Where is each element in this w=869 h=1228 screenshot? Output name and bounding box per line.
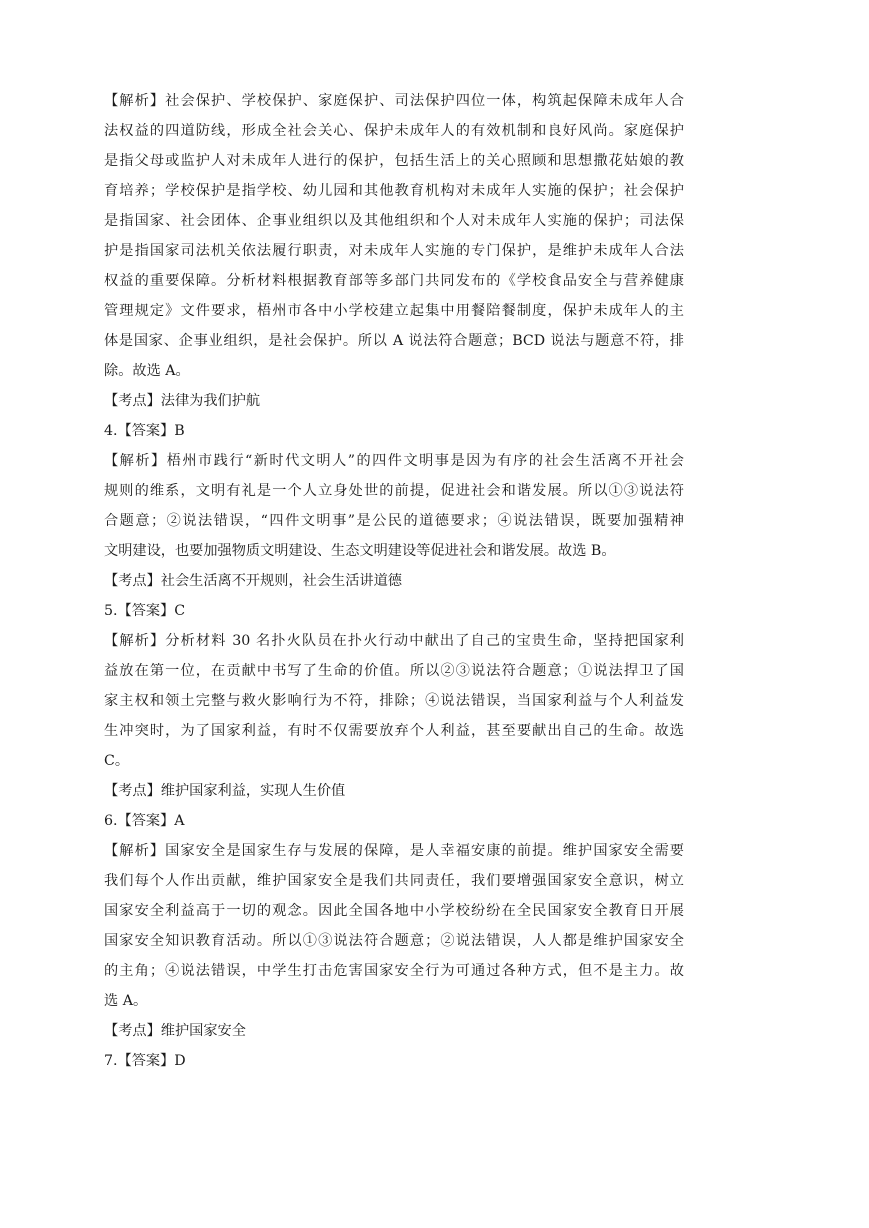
text-line: 【考点】维护国家利益，实现人生价值 <box>104 783 346 799</box>
text-line: 【解析】国家安全是国家生存与发展的保障，是人幸福安康的前提。维护国家安全需要 <box>104 843 684 859</box>
text-line: 权益的重要保障。分析材料根据教育部等多部门共同发布的《学校食品安全与营养健康 <box>104 273 684 289</box>
text-line: 法权益的四道防线，形成全社会关心、保护未成年人的有效机制和良好风尚。家庭保护 <box>104 123 684 139</box>
text-line: 【考点】社会生活离不开规则，社会生活讲道德 <box>104 573 402 589</box>
text-line: 5.【答案】C <box>104 603 186 619</box>
text-line: 生冲突时，为了国家利益，有时不仅需要放弃个人利益，甚至要献出自己的生命。故选 <box>104 723 684 739</box>
text-line: 6.【答案】A <box>104 813 185 829</box>
text-line: 育培养；学校保护是指学校、幼儿园和其他教育机构对未成年人实施的保护；社会保护 <box>104 183 684 199</box>
text-line: 益放在第一位，在贡献中书写了生命的价值。所以②③说法符合题意；①说法捍卫了国 <box>104 663 684 679</box>
text-line: 【考点】维护国家安全 <box>104 1023 246 1039</box>
text-line: 合题意；②说法错误，“四件文明事”是公民的道德要求；④说法错误，既要加强精神 <box>104 513 684 529</box>
text-line: 我们每个人作出贡献，维护国家安全是我们共同责任，我们要增强国家安全意识，树立 <box>104 873 684 889</box>
text-line: 管理规定》文件要求，梧州市各中小学校建立起集中用餐陪餐制度，保护未成年人的主 <box>104 303 684 319</box>
text-line: 【解析】社会保护、学校保护、家庭保护、司法保护四位一体，构筑起保障未成年人合 <box>104 93 684 109</box>
text-line: 4.【答案】B <box>104 423 185 439</box>
document-page <box>104 86 684 1076</box>
text-line: 家主权和领土完整与救火影响行为不符，排除；④说法错误，当国家利益与个人利益发 <box>104 693 684 709</box>
text-line: 除。故选 A。 <box>104 363 190 379</box>
text-line: 国家安全知识教育活动。所以①③说法符合题意；②说法错误，人人都是维护国家安全 <box>104 933 684 949</box>
text-line: 选 A。 <box>104 993 148 1009</box>
text-line: C。 <box>104 753 130 769</box>
text-line: 体是国家、企事业组织，是社会保护。所以 A 说法符合题意；BCD 说法与题意不符，排 <box>104 333 684 349</box>
text-line: 7.【答案】D <box>104 1053 186 1069</box>
text-line: 【解析】分析材料 30 名扑火队员在扑火行动中献出了自己的宝贵生命，坚持把国家利 <box>104 633 684 649</box>
text-line: 护是指国家司法机关依法履行职责，对未成年人实施的专门保护，是维护未成年人合法 <box>104 243 684 259</box>
text-line: 国家安全利益高于一切的观念。因此全国各地中小学校纷纷在全民国家安全教育日开展 <box>104 903 684 919</box>
text-line: 是指父母或监护人对未成年人进行的保护，包括生活上的关心照顾和思想撒花姑娘的教 <box>104 153 684 169</box>
text-line: 是指国家、社会团体、企事业组织以及其他组织和个人对未成年人实施的保护；司法保 <box>104 213 684 229</box>
text-line: 文明建设，也要加强物质文明建设、生态文明建设等促进社会和谐发展。故选 B。 <box>104 543 616 559</box>
text-line: 【考点】法律为我们护航 <box>104 393 261 409</box>
text-line: 规则的维系，文明有礼是一个人立身处世的前提，促进社会和谐发展。所以①③说法符 <box>104 483 684 499</box>
text-line: 【解析】梧州市践行“新时代文明人”的四件文明事是因为有序的社会生活离不开社会 <box>104 453 684 469</box>
text-line: 的主角；④说法错误，中学生打击危害国家安全行为可通过各种方式，但不是主力。故 <box>104 963 684 979</box>
